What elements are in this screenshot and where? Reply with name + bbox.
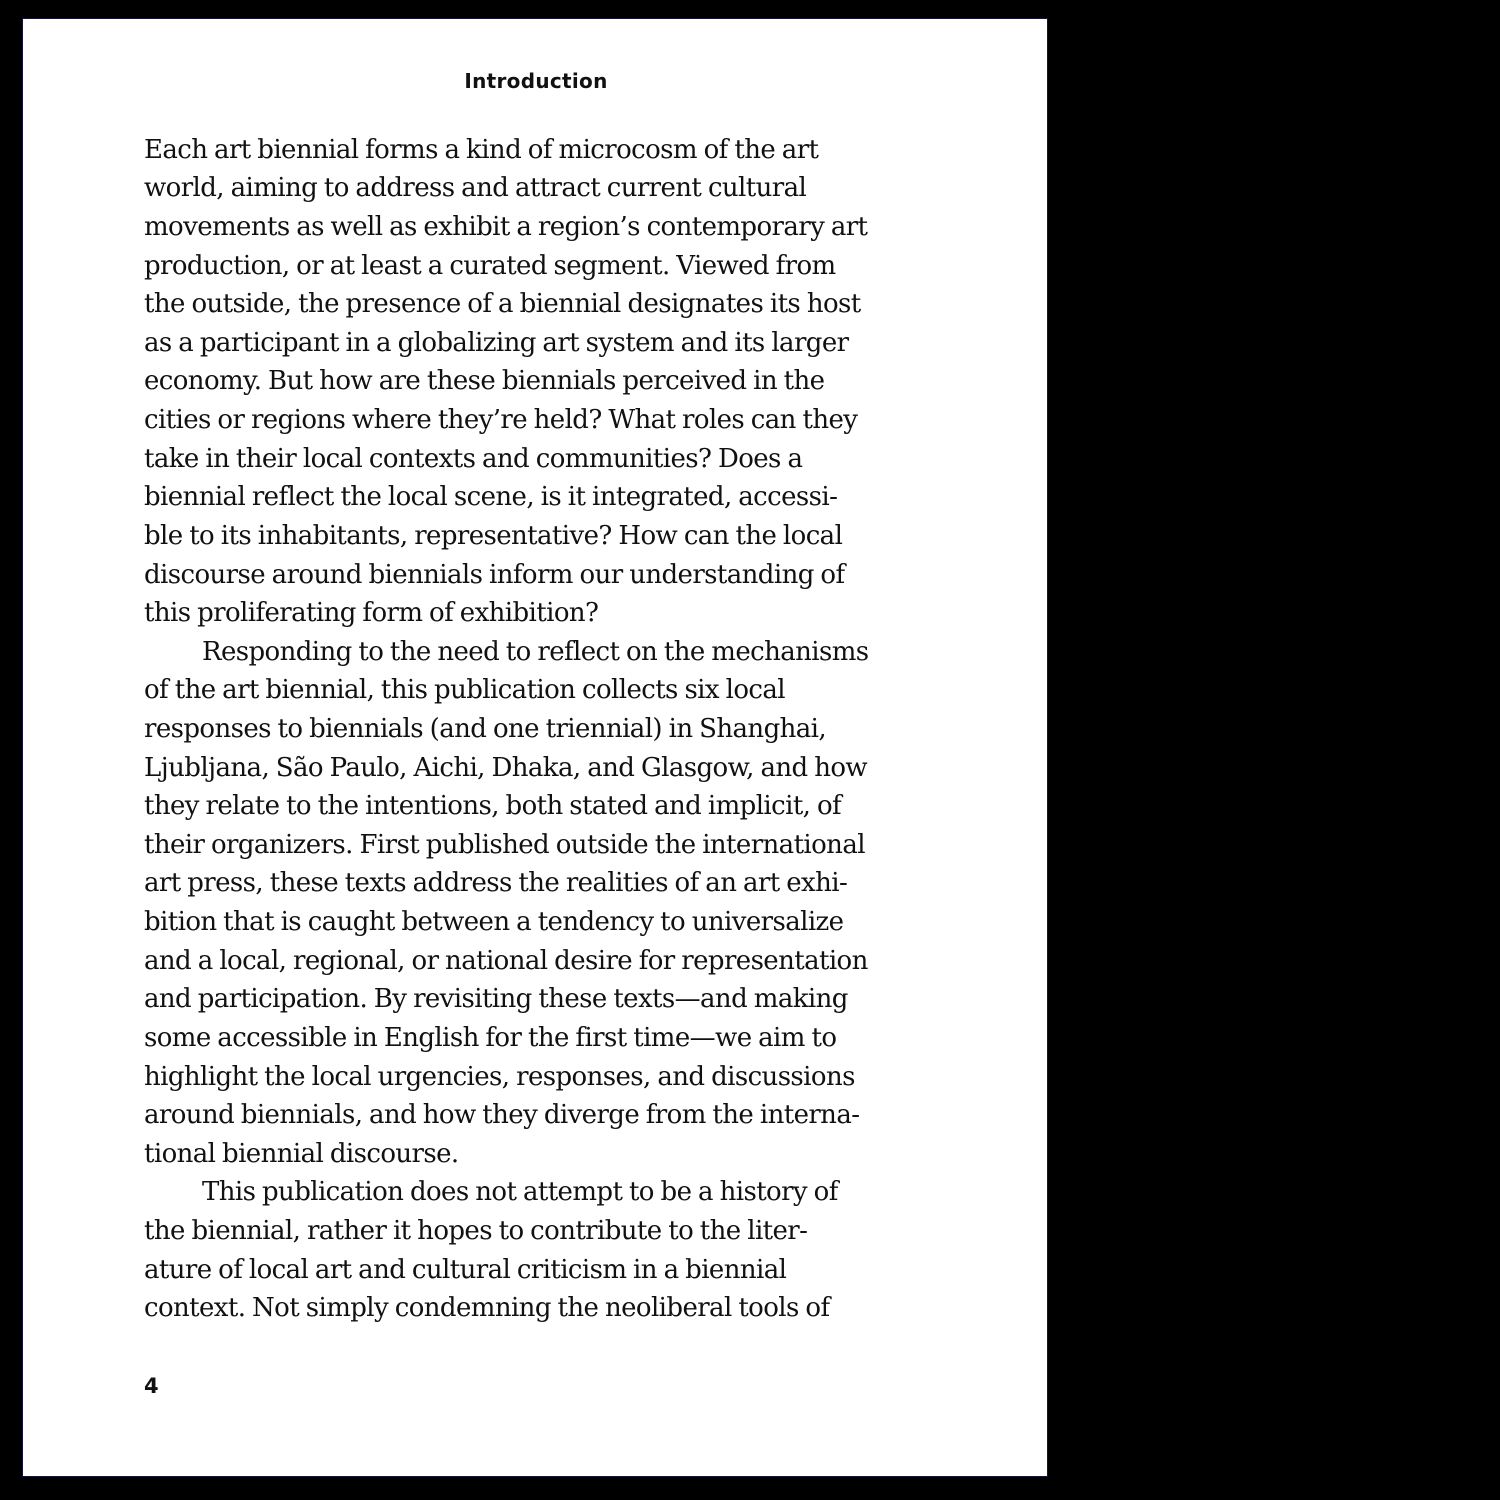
text-line: their organizers. First published outside the international xyxy=(144,830,865,860)
text-line: some accessible in English for the first time—we aim to xyxy=(144,1023,837,1053)
text-line: responses to biennials (and one triennial) in Shanghai, xyxy=(144,714,827,744)
text-line: and participation. By revisiting these texts—and making xyxy=(144,984,848,1014)
text-line: they relate to the intentions, both stated and implicit, of xyxy=(144,791,842,821)
text-line: discourse around biennials inform our understanding of xyxy=(144,560,845,590)
page-number: 4 xyxy=(144,1374,159,1398)
text-line: this proliferating form of exhibition? xyxy=(144,598,599,628)
text-line: context. Not simply condemning the neoliberal tools of xyxy=(144,1293,830,1323)
text-line: as a participant in a globalizing art system and its larger xyxy=(144,328,849,358)
text-line: of the art biennial, this publication collects six local xyxy=(144,675,785,705)
text-line: and a local, regional, or national desire for representation xyxy=(144,946,868,976)
text-line: the biennial, rather it hopes to contribute to the liter- xyxy=(144,1216,808,1246)
text-line: the outside, the presence of a biennial designates its host xyxy=(144,289,861,319)
text-line: highlight the local urgencies, responses, and discussions xyxy=(144,1062,855,1092)
text-line: production, or at least a curated segment. Viewed from xyxy=(144,251,836,281)
text-line: biennial reflect the local scene, is it integrated, accessi- xyxy=(144,482,838,512)
text-line: Ljubljana, São Paulo, Aichi, Dhaka, and Glasgow, and how xyxy=(144,753,868,783)
text-line: tional biennial discourse. xyxy=(144,1139,459,1169)
text-line: Each art biennial forms a kind of microcosm of the art xyxy=(144,135,819,165)
text-line: ble to its inhabitants, representative? How can the local xyxy=(144,521,843,551)
text-line: art press, these texts address the realities of an art exhi- xyxy=(144,868,848,898)
book-page xyxy=(22,18,1048,1477)
text-line: bition that is caught between a tendency to universalize xyxy=(144,907,844,937)
text-line: Responding to the need to reflect on the mechanisms xyxy=(202,637,869,667)
running-head: Introduction xyxy=(464,69,608,93)
text-line: ature of local art and cultural criticism in a biennial xyxy=(144,1255,787,1285)
text-line: movements as well as exhibit a region’s contemporary art xyxy=(144,212,868,242)
text-line: around biennials, and how they diverge from the interna- xyxy=(144,1100,860,1130)
text-line: This publication does not attempt to be a history of xyxy=(202,1177,838,1207)
text-line: economy. But how are these biennials perceived in the xyxy=(144,366,825,396)
text-line: cities or regions where they’re held? What roles can they xyxy=(144,405,858,435)
text-line: take in their local contexts and communities? Does a xyxy=(144,444,803,474)
text-line: world, aiming to address and attract current cultural xyxy=(144,173,807,203)
